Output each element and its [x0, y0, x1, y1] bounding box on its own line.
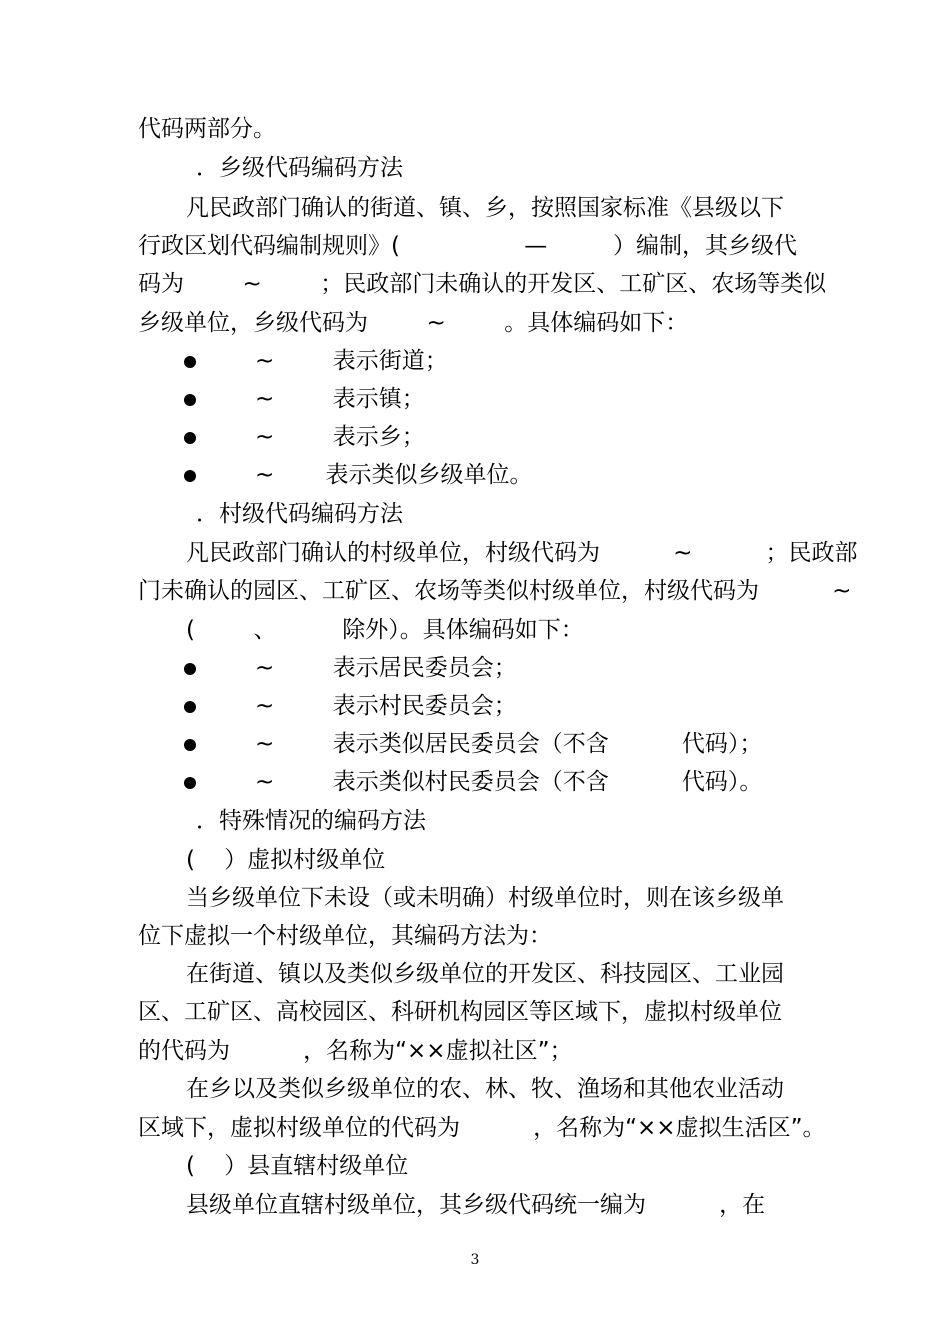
bullet-icon [184, 432, 196, 444]
bullet-icon [184, 470, 196, 482]
list-item: ~ 表示类似乡级单位。 [255, 462, 533, 488]
list-item: ~ 表示村民委员会； [255, 693, 517, 719]
text-line: 县级单位直辖村级单位，其乡级代码统一编为 ，在 [186, 1192, 766, 1218]
text-line: 行政区划代码编制规则》( — ）编制，其乡级代 [138, 233, 798, 259]
text-line: 在街道、镇以及类似乡级单位的开发区、科技园区、工业园 [186, 961, 784, 987]
bullet-icon [184, 701, 196, 713]
text-line: 区域下，虚拟村级单位的代码为 ，名称为“××虚拟生活区”。 [138, 1115, 826, 1141]
text-line: 区、工矿区、高校园区、科研机构园区等区域下，虚拟村级单位 [138, 999, 782, 1025]
list-item: ~ 表示类似村民委员会（不含 代码）。 [255, 769, 763, 795]
text-line: ( 、 除外）。具体编码如下： [186, 617, 584, 643]
bullet-icon [184, 356, 196, 368]
section-heading: ．乡级代码编码方法 [196, 155, 403, 181]
section-heading: ．特殊情况的编码方法 [196, 808, 426, 834]
list-item: ~ 表示居民委员会； [255, 655, 517, 681]
text-line: 代码两部分。 [138, 116, 276, 142]
bullet-icon [184, 777, 196, 789]
text-line: 的代码为 ，名称为“××虚拟社区”； [138, 1038, 573, 1064]
text-line: 凡民政部门确认的街道、镇、乡，按照国家标准《县级以下 [186, 195, 784, 221]
list-item: ~ 表示类似居民委员会（不含 代码）； [255, 731, 763, 757]
text-line: 在乡以及类似乡级单位的农、林、牧、渔场和其他农业活动 [186, 1076, 784, 1102]
subsection-heading: ( ）县直辖村级单位 [186, 1153, 409, 1179]
page-number: 3 [470, 1252, 480, 1268]
section-heading: ．村级代码编码方法 [196, 501, 403, 527]
text-line: 乡级单位，乡级代码为 ~ 。具体编码如下： [138, 310, 689, 336]
text-line: 凡民政部门确认的村级单位，村级代码为 ~ ；民政部 [186, 540, 858, 566]
bullet-icon [184, 394, 196, 406]
text-line: 码为 ~ ；民政部门未确认的开发区、工矿区、农场等类似 [138, 271, 827, 297]
bullet-icon [184, 739, 196, 751]
bullet-icon [184, 663, 196, 675]
text-line: 位下虚拟一个村级单位，其编码方法为： [138, 923, 552, 949]
list-item: ~ 表示镇； [255, 386, 425, 412]
list-item: ~ 表示乡； [255, 424, 425, 450]
subsection-heading: ( ）虚拟村级单位 [186, 847, 386, 873]
text-line: 当乡级单位下未设（或未明确）村级单位时，则在该乡级单 [186, 885, 784, 911]
text-line: 门未确认的园区、工矿区、农场等类似村级单位，村级代码为 ~ [138, 578, 852, 604]
list-item: ~ 表示街道； [255, 348, 448, 374]
